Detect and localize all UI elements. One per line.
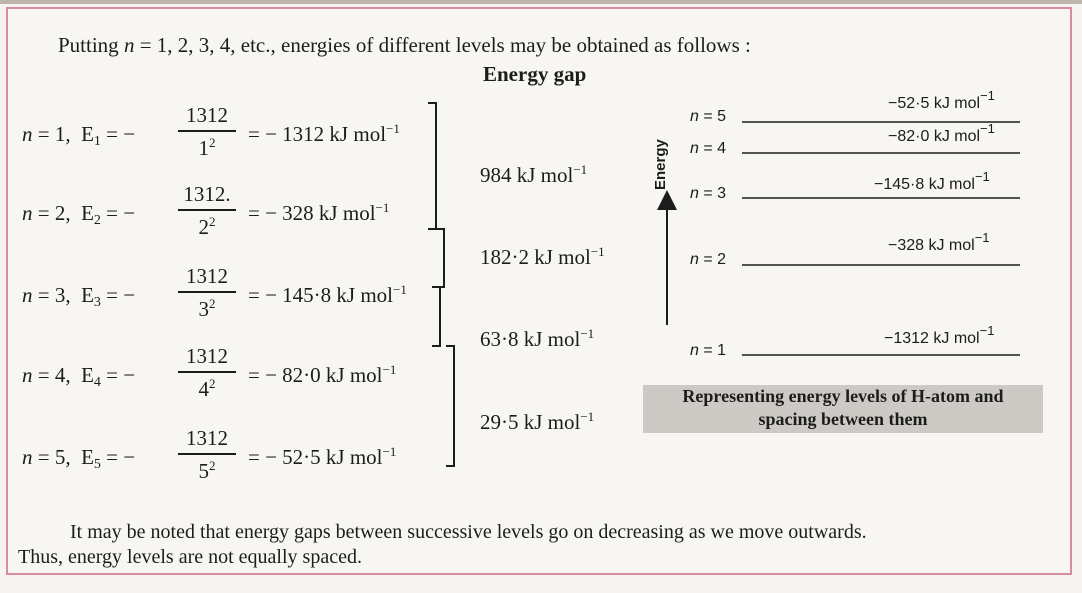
level-label-n5: n = 5 [690,108,727,125]
level-value-n5: −52·5 kJ mol$^{-1}$ [888,88,995,112]
gap-3-4: 63·8 kJ mol$^{-1}$ [480,326,595,351]
energy-axis-label: Energy [652,139,669,190]
level-value-n2: −328 kJ mol$^{-1}$ [888,230,990,254]
energy-gap-heading: Energy gap [483,62,587,86]
level-value-n1: −1312 kJ mol$^{-1}$ [884,323,995,347]
level-value-n4: −82·0 kJ mol$^{-1}$ [888,121,995,145]
level-label-n2: n = 2 [690,251,727,268]
level-value-n3: −145·8 kJ mol$^{-1}$ [874,169,990,193]
gap-1-2: 984 kJ mol$^{-1}$ [480,162,588,187]
conclusion-note: It may be noted that energy gaps between successive levels go on decreasing as we move outwards. Thus, energy levels are not equally spaced. [18,521,867,568]
level-label-n4: n = 4 [690,140,727,157]
gap-2-3: 182·2 kJ mol$^{-1}$ [480,244,605,269]
diagram-caption: Representing energy levels of H-atom and spacing between them [643,385,1043,433]
level-label-n3: n = 3 [690,185,727,202]
gap-4-5: 29·5 kJ mol$^{-1}$ [480,409,595,434]
intro-text: Putting n = 1, 2, 3, 4, etc., energies of different levels may be obtained as follows : [58,33,751,57]
level-label-n1: n = 1 [690,342,727,359]
